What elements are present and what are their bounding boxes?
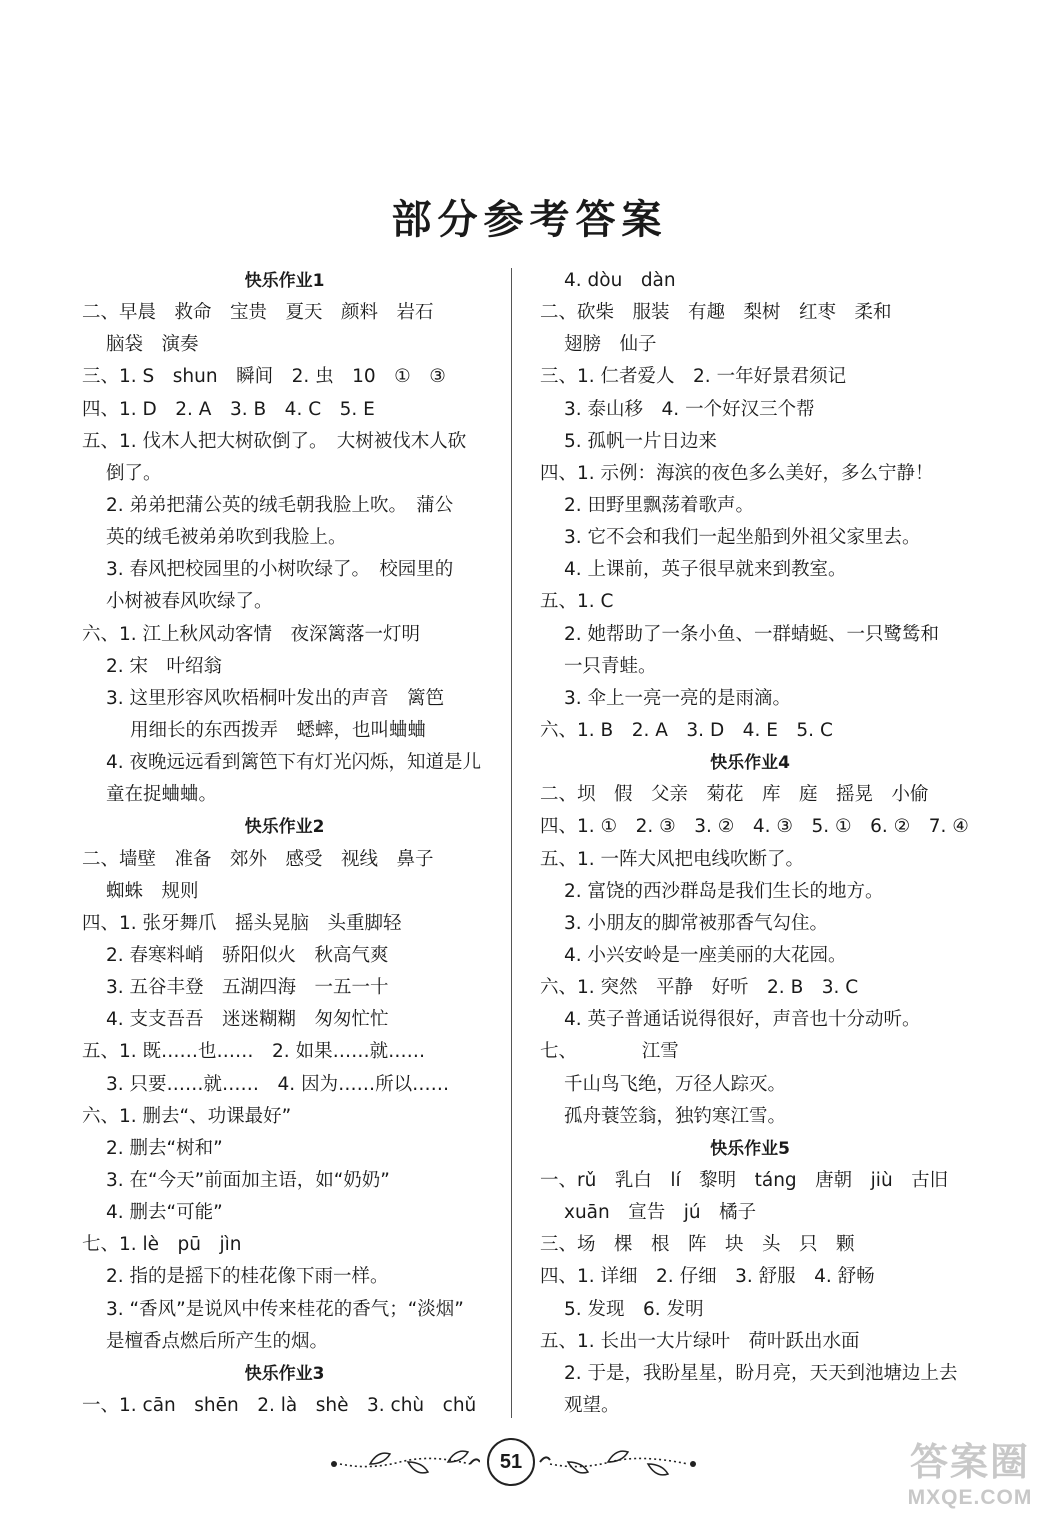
answer-line: 4. 小兴安岭是一座美丽的大花园。 bbox=[564, 944, 847, 966]
answer-line: 四、1. ① 2. ③ 3. ② 4. ③ 5. ① 6. ② 7. ④ bbox=[540, 816, 969, 838]
answer-line: 2. 春寒料峭 骄阳似火 秋高气爽 bbox=[106, 944, 389, 966]
column-divider bbox=[511, 268, 512, 1418]
answer-line: 2. 删去“树和” bbox=[106, 1137, 223, 1159]
answer-line: 二、早晨 救命 宝贵 夏天 颜料 岩石 bbox=[82, 302, 434, 324]
answer-line: xuān 宣告 jú 橘子 bbox=[564, 1202, 757, 1224]
section-heading: 快乐作业2 bbox=[244, 817, 325, 838]
answer-line: 五、1. 伐木人把大树砍倒了。 大树被伐木人砍 bbox=[82, 430, 467, 452]
section-heading: 快乐作业1 bbox=[244, 271, 325, 291]
answer-line: 2. 宋 叶绍翁 bbox=[106, 655, 223, 677]
answer-line: 4. 英子普通话说得很好，声音也十分动听。 bbox=[564, 1009, 921, 1031]
answer-line: 3. 伞上一亮一亮的是雨滴。 bbox=[564, 687, 792, 709]
answer-line: 七、1. lè pū jìn bbox=[82, 1234, 242, 1256]
left-vine-ornament-icon bbox=[330, 1440, 480, 1484]
answer-line: 2. 她帮助了一条小鱼、一群蜻蜓、一只鹭鸶和 bbox=[564, 623, 940, 645]
answer-line: 3. 在“今天”前面加主语，如“奶奶” bbox=[106, 1169, 390, 1191]
answer-line: 观望。 bbox=[564, 1394, 620, 1416]
answer-line: 一只青蛙。 bbox=[564, 655, 657, 677]
answer-line: 七、 江雪 bbox=[540, 1041, 679, 1063]
answer-line: 3. 它不会和我们一起坐船到外祖父家里去。 bbox=[564, 527, 921, 549]
answer-line: 三、场 棵 根 阵 块 头 只 颗 bbox=[540, 1234, 855, 1256]
answer-line: 4. 支支吾吾 迷迷糊糊 匆匆忙忙 bbox=[106, 1009, 389, 1031]
answer-line: 3. 春风把校园里的小树吹绿了。 校园里的 bbox=[106, 559, 454, 581]
answer-line: 六、1. 删去“、功课最好” bbox=[82, 1105, 292, 1127]
answer-line: 脑袋 演奏 bbox=[106, 334, 199, 356]
answer-line: 小树被春风吹绿了。 bbox=[106, 591, 273, 613]
answer-line: 童在捉蛐蛐。 bbox=[106, 784, 218, 806]
answer-line: 用细长的东西拨弄 蟋蟀，也叫蛐蛐 bbox=[130, 719, 427, 741]
answer-line: 4. 删去“可能” bbox=[106, 1202, 223, 1224]
answer-line: 三、1. S shun 瞬间 2. 虫 10 ① ③ bbox=[82, 366, 446, 388]
section-heading: 快乐作业3 bbox=[244, 1363, 325, 1384]
answer-line: 英的绒毛被弟弟吹到我脸上。 bbox=[106, 527, 347, 549]
answer-line: 孤舟蓑笠翁，独钓寒江雪。 bbox=[564, 1105, 787, 1127]
answer-line: 二、砍柴 服装 有趣 梨树 红枣 柔和 bbox=[540, 302, 892, 324]
answer-line: 4. 上课前，英子很早就来到教室。 bbox=[564, 559, 847, 581]
answer-line: 3. 五谷丰登 五湖四海 一五一十 bbox=[106, 977, 389, 999]
answer-line: 一、rǔ 乳白 lí 黎明 táng 唐朝 jiù 古旧 bbox=[540, 1169, 949, 1191]
answer-line: 2. 田野里飘荡着歌声。 bbox=[564, 494, 755, 516]
right-answer-column bbox=[540, 265, 969, 1422]
answer-line: 3. 泰山移 4. 一个好汉三个帮 bbox=[564, 398, 815, 420]
answer-line: 4. dòu dàn bbox=[564, 270, 676, 291]
answer-line: 4. 夜晚远远看到篱笆下有灯光闪烁，知道是儿 bbox=[106, 752, 482, 774]
left-answer-column bbox=[82, 265, 487, 1422]
answer-line: 六、1. 江上秋风动客情 夜深篱落一灯明 bbox=[82, 623, 421, 645]
watermark-url: MXQE.COM bbox=[907, 1486, 1033, 1509]
right-vine-ornament-icon bbox=[538, 1440, 698, 1484]
answer-line: 5. 孤帆一片日边来 bbox=[564, 430, 718, 452]
answer-line: 四、1. 张牙舞爪 摇头晃脑 头重脚轻 bbox=[82, 912, 402, 934]
answer-line: 一、1. cān shēn 2. là shè 3. chù chǔ bbox=[82, 1394, 477, 1416]
answer-line: 四、1. 详细 2. 仔细 3. 舒服 4. 舒畅 bbox=[540, 1266, 875, 1288]
watermark-logo: 答案圈 bbox=[909, 1442, 1030, 1484]
section-heading: 快乐作业5 bbox=[710, 1138, 790, 1159]
answer-line: 3. “香风”是说风中传来桂花的香气；“淡烟” bbox=[106, 1298, 464, 1320]
answer-line: 倒了。 bbox=[106, 462, 162, 484]
answer-line: 2. 指的是摇下的桂花像下雨一样。 bbox=[106, 1266, 389, 1288]
answer-line: 六、1. 突然 平静 好听 2. B 3. C bbox=[540, 977, 859, 999]
answer-line: 3. 小朋友的脚常被那香气勾住。 bbox=[564, 912, 829, 934]
answer-line: 翅膀 仙子 bbox=[564, 334, 657, 356]
answer-line: 3. 只要……就…… 4. 因为……所以…… bbox=[106, 1073, 450, 1095]
answer-line: 四、1. D 2. A 3. B 4. C 5. E bbox=[82, 398, 375, 420]
page-title: 部分参考答案 bbox=[391, 197, 668, 243]
answer-line: 5. 发现 6. 发明 bbox=[564, 1298, 704, 1320]
answer-line: 蜘蛛 规则 bbox=[106, 880, 199, 902]
answer-line: 六、1. B 2. A 3. D 4. E 5. C bbox=[540, 719, 833, 741]
answer-line: 是檀香点燃后所产生的烟。 bbox=[106, 1330, 329, 1352]
answer-line: 五、1. 既……也…… 2. 如果……就…… bbox=[82, 1041, 426, 1063]
answer-line: 2. 富饶的西沙群岛是我们生长的地方。 bbox=[564, 880, 884, 902]
answer-line: 二、墙壁 准备 郊外 感受 视线 鼻子 bbox=[82, 848, 434, 870]
answer-line: 三、1. 仁者爱人 2. 一年好景君须记 bbox=[540, 366, 847, 388]
answer-line: 3. 这里形容风吹梧桐叶发出的声音 篱笆 bbox=[106, 687, 445, 709]
page-number: 51 bbox=[487, 1438, 535, 1486]
answer-line: 二、坝 假 父亲 菊花 库 庭 摇晃 小偷 bbox=[540, 784, 929, 806]
answer-line: 千山鸟飞绝，万径人踪灭。 bbox=[564, 1073, 787, 1095]
answer-line: 五、1. C bbox=[540, 591, 614, 613]
answer-line: 四、1. 示例：海滨的夜色多么美好，多么宁静！ bbox=[540, 462, 934, 484]
answer-line: 2. 弟弟把蒲公英的绒毛朝我脸上吹。 蒲公 bbox=[106, 494, 454, 516]
section-heading: 快乐作业4 bbox=[710, 753, 790, 774]
site-watermark bbox=[895, 1440, 1045, 1526]
answer-line: 五、1. 长出一大片绿叶 荷叶跃出水面 bbox=[540, 1330, 860, 1352]
answer-line: 五、1. 一阵大风把电线吹断了。 bbox=[540, 848, 805, 870]
answer-line: 2. 于是，我盼星星，盼月亮，天天到池塘边上去 bbox=[564, 1362, 958, 1384]
